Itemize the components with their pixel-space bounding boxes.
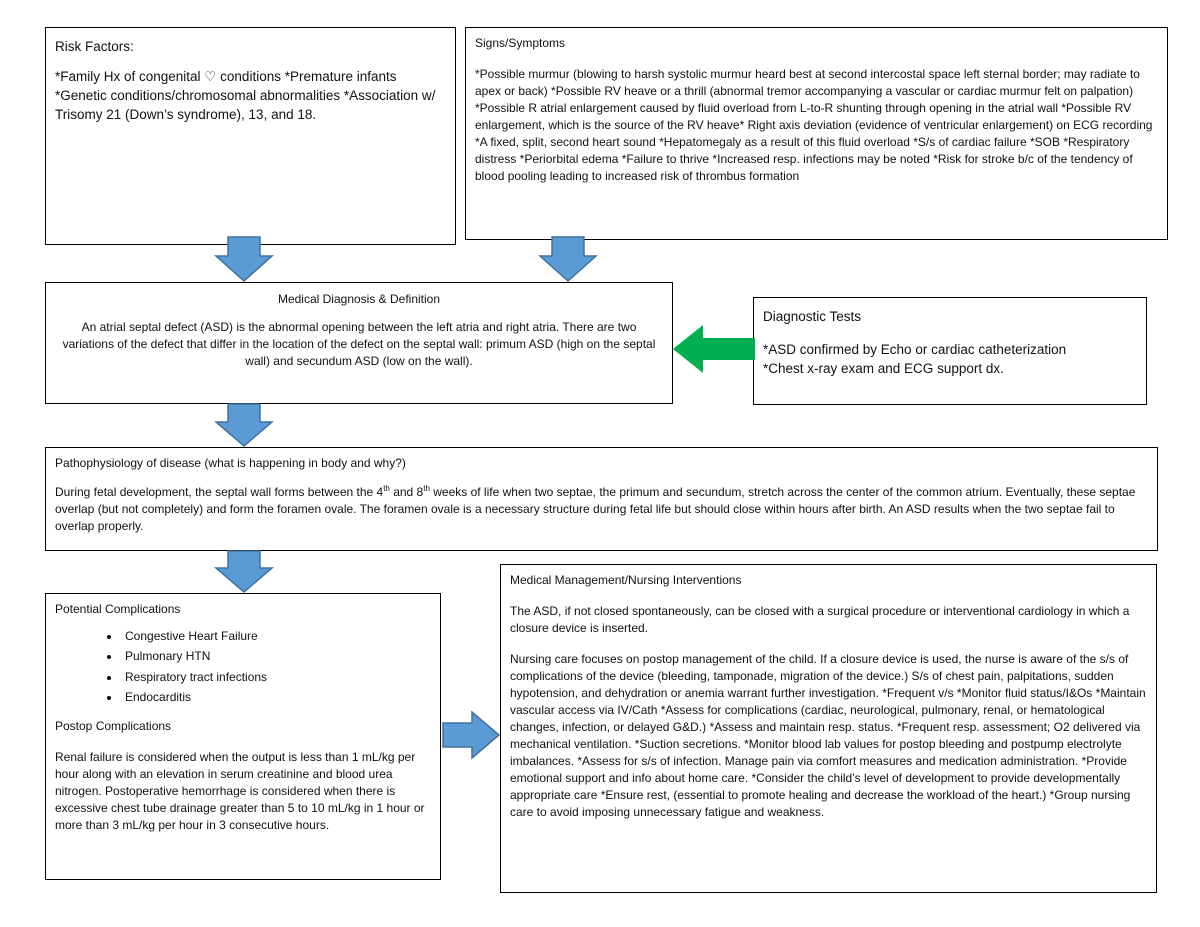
superscript-th: th [423,484,430,494]
signs-symptoms-box [465,27,1168,240]
management-text-2: Nursing care focuses on postop management of the child. If a closure device is used, the nurse is aware of the s/s of complications of the device (bleeding, tamponade, migration of the device.) S/s of chest pain, palpitations, sudden hypotension, and dehydration or anemia warrant further investigation. *Frequent v/s *Monitor fluid status/I&Os *Maintain vascular access via IV/Cath *Assess for complications (cardiac, neurological, pulmonary, renal, or hematological changes, infection, or delayed G&D.) *Assess and maintain resp. status. *Frequent resp. assessment; O2 delivered via mechanical ventilation. *Suction secretions. *Monitor blood lab values for postop bleeding and postpump electrolyte imbalances. *Assess for s/s of infection. Manage pain via comfort measures and medication administration. *Provide emotional support and info about home care. *Consider the child’s level of development to provide developmentally appropriate care *Ensure rest, (essential to promote healing and decrease the workload of the heart.) *Group nursing care to avoid imposing unnecessary fatigue and weakness. [510,652,1146,820]
pathophysiology-box [45,447,1158,551]
diagnosis-text: An atrial septal defect (ASD) is the abnormal opening between the left atria and right atria. There are two variations of the defect that differ in the location of the defect on the septal wall: primum ASD (high on the septal wall) and secundum ASD (low on the wall). [62,320,656,369]
complications-box [45,593,441,880]
list-item: • Congestive Heart Failure [121,626,431,646]
complications-title: Potential Complications [55,602,181,616]
left-arrow-tests-to-diagnosis [673,324,755,374]
postop-complications-title: Postop Complications [55,718,172,733]
pathophysiology-title: Pathophysiology of disease (what is happening in body and why?) [55,456,406,470]
down-arrow-risk-to-diagnosis [215,237,273,282]
complications-list [55,626,431,708]
risk-factors-text: *Family Hx of congenital ♡ conditions *Premature infants *Genetic conditions/chromosomal abnormalities *Association w/ Trisomy 21 (Down’s syndrome), 13, and 18. [55,69,436,123]
diagnostic-tests-box [753,297,1147,405]
diagnosis-box [45,282,673,404]
down-arrow-signs-to-diagnosis [539,237,597,282]
diagnosis-title: Medical Diagnosis & Definition [277,292,441,306]
diagnostic-test-item: *ASD confirmed by Echo or cardiac catheterization [763,342,1067,358]
management-box [500,564,1157,893]
diagnostic-test-item: *Chest x-ray exam and ECG support dx. [763,361,1004,377]
signs-symptoms-text: *Possible murmur (blowing to harsh systolic murmur heard best at second intercostal space left sternal border; may radiate to apex or back) *Possible RV heave or a thrill (abnormal tremor accompanying a vascular or cardiac murmur felt on palpation) *Possible R atrial enlargement caused by fluid overload from L-to-R shunting through opening in the atrial wall *Possible RV enlargement, which is the source of the RV heave* Right axis deviation (evidence of ventricular enlargement) on ECG recording *A fixed, split, second heart sound *Hepatomegaly as a result of this fluid overload *S/s of cardiac failure *SOB *Respiratory distress *Periorbital edema *Failure to thrive *Increased resp. infections may be noted *Risk for stroke b/c of the tendency of blood pooling leading to increased risk of thrombus formation [475,67,1153,184]
list-item: • Endocarditis [121,687,431,707]
superscript-th: th [383,484,390,494]
risk-factors-box [45,27,456,245]
diagnostic-tests-title: Diagnostic Tests [763,309,862,324]
management-title: Medical Management/Nursing Interventions [510,573,742,587]
list-item: • Respiratory tract infections [121,667,431,687]
pathophysiology-text [55,483,1148,535]
down-arrow-pathophysiology-to-complications [215,551,273,593]
down-arrow-diagnosis-to-pathophysiology [215,404,273,447]
patho-text-part: and 8 [389,485,424,500]
risk-factors-title: Risk Factors: [55,39,134,54]
patho-text-part: During fetal development, the septal wall forms between the 4 [55,485,384,500]
management-text-1: The ASD, if not closed spontaneously, can be closed with a surgical procedure or interventional cardiology in which a closure device is inserted. [510,604,1130,636]
postop-complications-text: Renal failure is considered when the output is less than 1 mL/kg per hour along with an elevation in serum creatinine and blood urea nitrogen. Postoperative hemorrhage is considered when there is excessive chest tube drainage greater than 5 to 10 mL/kg in 1 hour or more than 3 mL/kg per hour in 3 consecutive hours. [55,749,425,832]
patho-text-part: weeks of life when two septae, the primum and secundum, stretch across the center of the common atrium. Eventually, these septae overlap (but not completely) and form the foramen ovale. The foramen ovale is a necessary structure during fetal life but should close within hours after birth. An ASD results when the two septae fail to overlap properly. [55,485,1136,534]
list-item: • Pulmonary HTN [121,646,431,666]
signs-symptoms-title: Signs/Symptoms [475,36,566,50]
right-arrow-complications-to-management [442,711,500,759]
